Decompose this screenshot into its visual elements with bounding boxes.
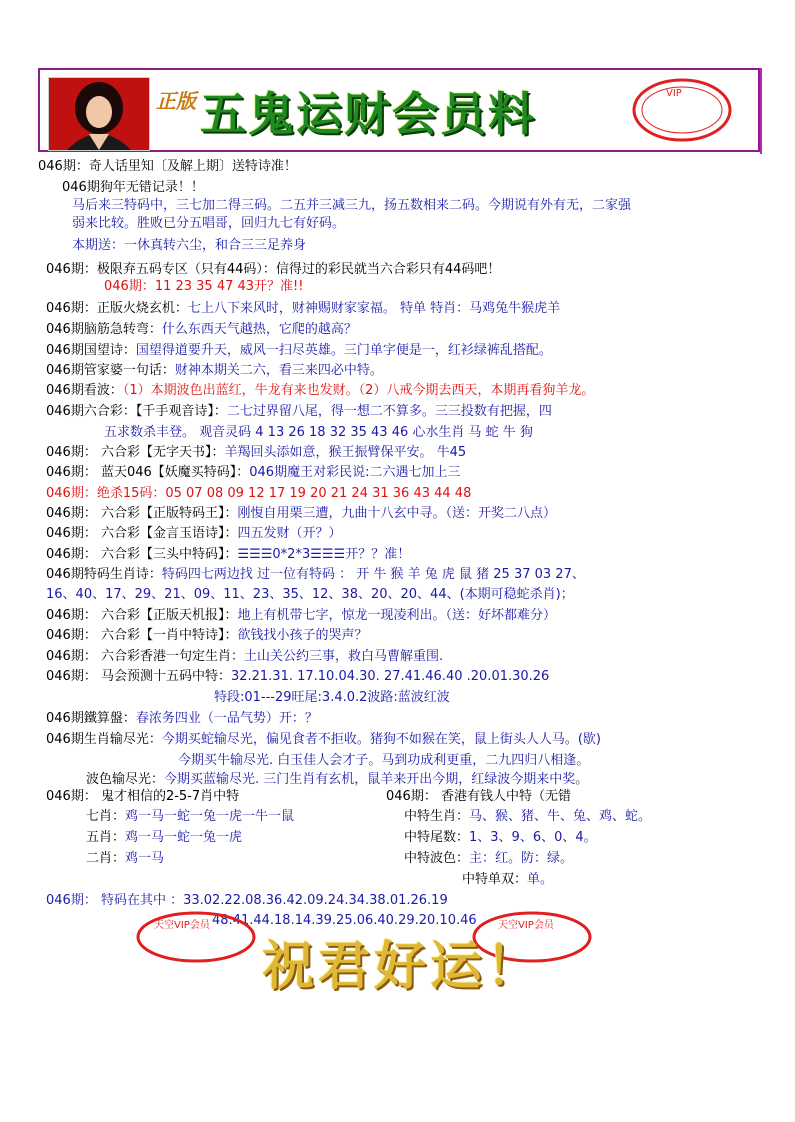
- text-line: [46, 300, 560, 318]
- edition-mark: 正版: [156, 89, 196, 113]
- line-content: 刚愎自用栗三遭，九曲十八玄中寻。（送：开奖二八点）: [237, 506, 556, 521]
- line-label: 046期鐵算盤：: [46, 711, 136, 726]
- left-row: [86, 808, 294, 826]
- line-label: 046期：极限弃五码专区（只有44码）：信得过的彩民就当六合彩只有44码吧！: [46, 262, 501, 277]
- text-line: [46, 546, 410, 564]
- special-label: 046期： 特码在其中 ：: [46, 893, 184, 908]
- stamp-left-icon: [134, 908, 258, 966]
- line-content: 今期买蓝输尽光. 三门生肖有玄机，鼠羊来开出今期，红绿波今期来中奖。: [164, 772, 589, 787]
- line-label: 046期： 马会预测十五码中特：: [46, 669, 231, 684]
- text-line: [46, 464, 460, 482]
- line-label: 046期： 六合彩【金言玉语诗】：: [46, 526, 238, 541]
- line-content: 今期买牛输尽光. 白玉佳人会才子。马到功成利更重，二九四归八相逢。: [178, 753, 590, 768]
- left-row-value: 鸡一马一蛇一兔一虎一牛一鼠: [125, 809, 295, 824]
- right-row: [404, 808, 651, 826]
- line-label: 046期看波：: [46, 383, 123, 398]
- line-label: 046期国望诗：: [46, 343, 136, 358]
- line-content: 土山关公约三事，救白马曹解重围.: [243, 649, 444, 664]
- line-content: 特段:01---29旺尾:3.4.0.2波路:蓝波红波: [214, 690, 450, 705]
- text-line: [104, 424, 533, 442]
- border-accent: [760, 68, 762, 154]
- text-line: [46, 505, 556, 523]
- text-line: [72, 237, 306, 255]
- line-label: 046期： 六合彩香港一句定生肖：: [46, 649, 244, 664]
- text-line: [46, 403, 552, 421]
- line-label: 046期： 六合彩【正版特码王】：: [46, 506, 238, 521]
- line-content: 七上八下来风时，财神赐财家家福。 特单 特肖：马鸡兔牛猴虎羊: [187, 301, 561, 316]
- text-line: [178, 752, 589, 770]
- line-label: 046期狗年无错记录！！: [62, 180, 204, 195]
- good-luck-banner: 祝君好运！: [262, 936, 543, 997]
- text-line: [46, 321, 357, 339]
- text-line: [46, 710, 318, 728]
- text-line: [46, 566, 585, 584]
- right-row: [462, 871, 553, 889]
- line-label: 046期六合彩：【千手观音诗】：: [46, 404, 227, 419]
- left-row-label: 七肖：: [86, 809, 126, 824]
- header-stamp-icon: [630, 74, 734, 146]
- line-label: 046期脑筋急转弯：: [46, 322, 162, 337]
- text-line: [62, 179, 204, 197]
- text-line: [46, 362, 383, 380]
- line-content: ☰☰☰0*2*3☰☰☰开？？准！: [237, 547, 411, 562]
- right-row-label: 中特生肖：: [404, 809, 470, 824]
- line-content: 国望得道要升天，威风一扫尽英雄。三门单字便是一，红衫绿裤乱搭配。: [135, 343, 552, 358]
- line-content: 欲钱找小孩子的哭声？: [237, 628, 368, 643]
- header-stamp-text: VIP: [666, 88, 682, 99]
- line-content: 本期送：一休真转六尘，和合三三足养身: [72, 238, 307, 253]
- line-label: 046期：奇人话里知〔及解上期〕送特诗准！: [38, 159, 297, 174]
- left-row-value: 鸡一马: [125, 851, 165, 866]
- portrait-photo: [48, 77, 150, 151]
- left-row-label: 二肖：: [86, 851, 126, 866]
- line-label: 046期：正版火烧玄机：: [46, 301, 188, 316]
- text-line: [86, 771, 588, 789]
- line-content: 特码四七两边找 过一位有特码 ： 开 牛 猴 羊 兔 虎 鼠 猪 25 37 03 27、: [161, 567, 585, 582]
- text-line: [46, 261, 500, 279]
- right-row-label: 中特波色：: [404, 851, 470, 866]
- right-row: [404, 829, 597, 847]
- line-content: 马后来三特码中，三七加二得三码。二五并三减三九，扬五数相来二码。今期说有外有无，二家强: [72, 198, 632, 213]
- line-label: 046期： 六合彩【三头中特码】：: [46, 547, 238, 562]
- line-content: 春浓务四业（一品气势）开：？: [135, 711, 318, 726]
- text-line: [46, 382, 594, 400]
- right-row-label: 中特单双：: [462, 872, 528, 887]
- left-row-value: 鸡一马一蛇一兔一虎: [125, 830, 243, 845]
- line-label: 046期生肖输尽光：: [46, 732, 162, 747]
- right-row-value: 主：红。防：绿。: [469, 851, 574, 866]
- line-label: 046期特码生肖诗：: [46, 567, 162, 582]
- line-content: 今期买蛇输尽光，偏见食者不拒收。猪狗不如猴在笑，鼠上街头人人马。(歇): [161, 732, 601, 747]
- text-line: [214, 689, 450, 707]
- text-line: [46, 485, 471, 503]
- left-row: [86, 850, 164, 868]
- line-content: 16、40、17、29、21、09、11、23、35、12、38、20、20、44、(本期可稳蛇杀肖)；: [46, 587, 574, 602]
- special-row1: 33.02.22.08.36.42.09.24.34.38.01.26.19: [183, 893, 448, 908]
- left-row: [86, 829, 242, 847]
- text-line: [72, 215, 345, 233]
- text-line: [46, 648, 443, 666]
- line-highlight: 046期：11 23 35 47 43开？准!!: [104, 279, 304, 294]
- left-block-title: 046期： 鬼才相信的2-5-7肖中特: [46, 789, 240, 804]
- right-row-value: 1、3、9、6、0、4。: [469, 830, 597, 845]
- line-label: 046期： 六合彩【正版天机报】：: [46, 608, 238, 623]
- line-label: 046期： 六合彩【一肖中特诗】：: [46, 628, 238, 643]
- text-line: [46, 444, 466, 462]
- line-label: 波色输尽光：: [86, 772, 165, 787]
- right-row-value: 马、猴、猪、牛、兔、鸡、蛇。: [469, 809, 652, 824]
- text-line: [46, 342, 552, 360]
- line-content: 什么东西天气越热，它爬的越高？: [161, 322, 357, 337]
- portrait-image: [49, 78, 149, 150]
- page-title: 五鬼运财会员料: [200, 87, 536, 141]
- text-line: [46, 627, 367, 645]
- text-line: [46, 607, 556, 625]
- stamp-left-text: 天空VIP会员: [154, 920, 210, 931]
- line-label: 046期： 蓝天046【妖魔买特码】：: [46, 465, 250, 480]
- right-row-value: 单。: [527, 872, 554, 887]
- text-line: [46, 525, 341, 543]
- left-row-label: 五肖：: [86, 830, 126, 845]
- line-content: 二七过界留八尾，得一想二不算多。三三投数有把握，四: [226, 404, 552, 419]
- special-row2: 48.41.44.18.14.39.25.06.40.29.20.10.46: [212, 913, 477, 928]
- text-line: [72, 197, 631, 215]
- stamp-right-text: 天空VIP会员: [498, 920, 554, 931]
- right-row-label: 中特尾数：: [404, 830, 470, 845]
- line-content: 财神本期关二六，看三来四必中特。: [174, 363, 383, 378]
- text-line: [46, 668, 549, 686]
- line-content: 弱来比较。胜败已分五唱哥，回归九七有好码。: [72, 216, 346, 231]
- line-highlight: （1）本期波色出蓝红，牛龙有来也发财。（2）八戒今期去西天，本期再看狗羊龙。: [122, 383, 595, 398]
- text-line: [38, 158, 297, 176]
- line-content: 五求数杀丰登。 观音灵码 4 13 26 18 32 35 43 46 心水生肖 马 蛇 牛 狗: [104, 425, 533, 440]
- line-content: 四五发财（开？）: [237, 526, 342, 541]
- header-banner: [38, 68, 760, 152]
- line-content: 32.21.31. 17.10.04.30. 27.41.46.40 .20.01.30.26: [230, 669, 550, 684]
- line-content: 地上有机带七字，惊龙一现凌利出。（送：好坏都难分）: [237, 608, 556, 623]
- line-content: 046期魔王对彩民说:二六遇七加上三: [249, 465, 461, 480]
- line-label: 046期管家婆一句话：: [46, 363, 175, 378]
- right-block-title: 046期： 香港有钱人中特（无错: [386, 789, 571, 804]
- text-line: [104, 278, 303, 296]
- text-line: [46, 586, 574, 604]
- right-row: [404, 850, 573, 868]
- line-content: 羊羯回头添如意，猴王振臂保平安。 牛45: [224, 445, 467, 460]
- line-label: 046期： 六合彩【无字天书】：: [46, 445, 225, 460]
- text-line: [46, 731, 601, 749]
- line-highlight: 046期：绝杀15码：05 07 08 09 12 17 19 20 21 24 31 36 43 44 48: [46, 486, 472, 501]
